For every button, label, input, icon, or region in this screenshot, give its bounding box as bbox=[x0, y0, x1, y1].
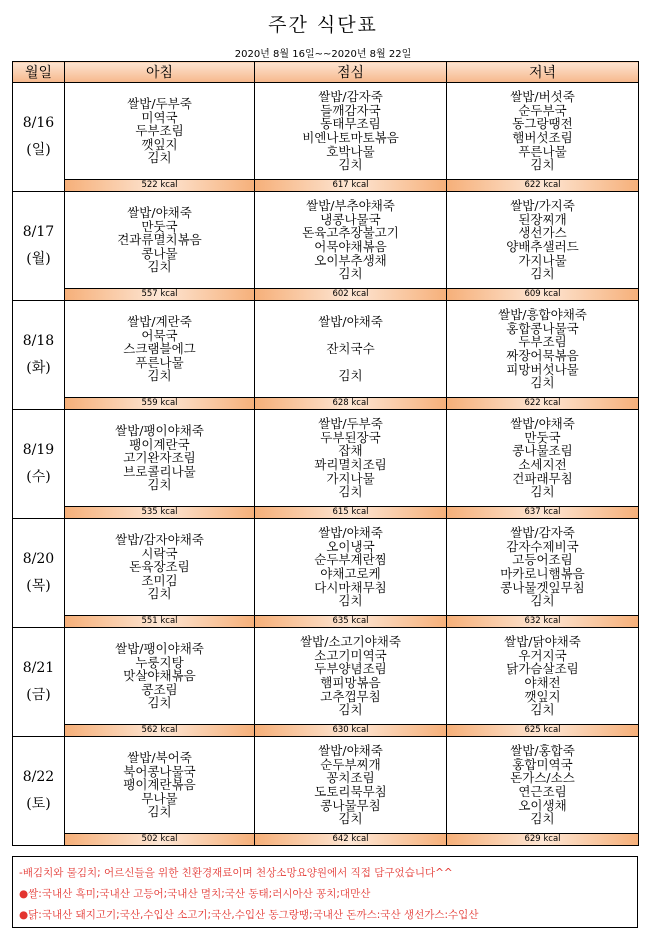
dish-item: 쌀밥/홍합죽 bbox=[510, 743, 575, 759]
kcal-value: 629 kcal bbox=[447, 834, 639, 846]
page-title: 주간 식단표 bbox=[268, 14, 378, 36]
kcal-value: 617 kcal bbox=[255, 180, 447, 192]
date-label: 8/17 bbox=[22, 224, 55, 241]
breakfast-cell bbox=[65, 410, 255, 507]
dish-item: 야채전 bbox=[524, 675, 561, 690]
dish-item: 소세지전 bbox=[518, 457, 567, 472]
breakfast-cell bbox=[65, 301, 255, 398]
dish-item: 쌀밥/흥합야채죽 bbox=[498, 307, 587, 323]
dish-item: 두부된장국 bbox=[320, 429, 381, 445]
date-label: 8/22 bbox=[22, 769, 55, 786]
dish-item: 쌀밥/야채죽 bbox=[127, 205, 192, 221]
dish-item: 김치 bbox=[147, 368, 172, 384]
dish-item: 김치 bbox=[338, 484, 363, 500]
dish-item: 쌀밥/감자죽 bbox=[318, 89, 383, 105]
lunch-cell bbox=[255, 83, 447, 180]
dish-item bbox=[255, 356, 446, 370]
weekly-menu-table bbox=[12, 61, 639, 846]
kcal-value: 522 kcal bbox=[65, 180, 255, 192]
day-row bbox=[13, 628, 639, 725]
dish-item: 김치 bbox=[338, 811, 363, 827]
day-cell bbox=[13, 192, 65, 301]
kcal-value: 632 kcal bbox=[447, 616, 639, 628]
notes-box bbox=[12, 856, 638, 928]
dish-item: 쌀밥/팽이야채죽 bbox=[115, 423, 204, 439]
dish-item: 시락국 bbox=[141, 545, 178, 561]
kcal-value: 637 kcal bbox=[447, 507, 639, 519]
dish-item: 돈육장조림 bbox=[129, 559, 190, 575]
weekday-label: (월) bbox=[26, 251, 51, 267]
dish-item: 고추껍무침 bbox=[320, 688, 381, 704]
dish-item: 콩나물 bbox=[141, 245, 178, 261]
dish-item: 푸른나물 bbox=[135, 354, 184, 370]
day-row bbox=[13, 737, 639, 834]
dish-item: 고기완자조림 bbox=[123, 450, 196, 466]
kcal-value: 622 kcal bbox=[447, 180, 639, 192]
note-line: ●닭:국내산 돼지고기;국산,수입산 소고기;국산,수입산 동그랑땡;국내산 돈까스:국산 생선가스:수입산 bbox=[19, 909, 479, 921]
dish-item: 쌀밥/계란죽 bbox=[127, 314, 192, 330]
day-row bbox=[13, 519, 639, 616]
kcal-row bbox=[13, 507, 639, 519]
dinner-cell bbox=[447, 83, 639, 180]
dish-item: 소고기미역국 bbox=[314, 647, 387, 663]
dish-item: 김치 bbox=[147, 804, 172, 820]
breakfast-cell bbox=[65, 628, 255, 725]
dish-item: 깻잎지 bbox=[141, 136, 178, 152]
dish-item: 쌀밥/감자야채죽 bbox=[115, 532, 204, 548]
day-cell bbox=[13, 628, 65, 737]
dish-item: 양배추샐러드 bbox=[506, 239, 579, 254]
dish-item: 쌀밥/부추야채죽 bbox=[306, 198, 395, 214]
breakfast-cell bbox=[65, 192, 255, 289]
dish-item: 김치 bbox=[338, 157, 363, 173]
dish-item: 푸른나물 bbox=[518, 143, 567, 159]
dish-item: 쌀밥/감자죽 bbox=[510, 525, 575, 541]
dish-item: 깻잎지 bbox=[524, 688, 561, 704]
lunch-cell bbox=[255, 192, 447, 289]
dish-item: 햄버섯조림 bbox=[512, 130, 573, 145]
day-row bbox=[13, 301, 639, 398]
dish-item: 순두부찌개 bbox=[320, 756, 381, 772]
dish-item: 김치 bbox=[530, 266, 555, 282]
kcal-row bbox=[13, 398, 639, 410]
dish-item: 도토리묵무침 bbox=[314, 784, 387, 799]
date-label: 8/16 bbox=[22, 115, 55, 132]
kcal-value: 557 kcal bbox=[65, 289, 255, 301]
dish-item: 동태무조림 bbox=[320, 116, 381, 132]
note-line: ●쌀:국내산 흑미;국내산 고등어;국내산 멸치;국산 동태;러시아산 꽁치;대만산 bbox=[19, 888, 371, 900]
kcal-value: 622 kcal bbox=[447, 398, 639, 410]
breakfast-cell bbox=[65, 83, 255, 180]
dish-item: 가지나물 bbox=[326, 470, 375, 486]
dish-item: 쌀밥/팽이야채죽 bbox=[115, 641, 204, 657]
dish-item: 돈가스/소스 bbox=[510, 770, 575, 786]
dish-item: 야채고로케 bbox=[320, 566, 381, 581]
weekday-label: (수) bbox=[26, 469, 51, 485]
dish-item: 쌀밥/북어죽 bbox=[127, 750, 192, 766]
dish-item: 꽁치조림 bbox=[326, 770, 375, 786]
kcal-value: 635 kcal bbox=[255, 616, 447, 628]
dish-item: 만둣국 bbox=[141, 218, 178, 234]
dish-item: 가지나물 bbox=[518, 252, 567, 268]
dish-item: 김치 bbox=[338, 702, 363, 718]
kcal-value: 502 kcal bbox=[65, 834, 255, 846]
day-cell bbox=[13, 301, 65, 410]
weekday-label: (일) bbox=[26, 142, 51, 158]
kcal-value: 562 kcal bbox=[65, 725, 255, 737]
dish-item: 어묵국 bbox=[141, 327, 178, 343]
dish-item: 다시마채무침 bbox=[314, 579, 387, 595]
dish-item: 홍합콩나물국 bbox=[506, 320, 579, 336]
dish-item: 김치 bbox=[530, 375, 555, 391]
dish-item: 돈육고추장불고기 bbox=[302, 225, 399, 241]
weekday-label: (화) bbox=[26, 360, 51, 376]
dish-item: 김치 bbox=[338, 368, 363, 384]
kcal-row bbox=[13, 180, 639, 192]
kcal-row bbox=[13, 289, 639, 301]
dish-item: 된장찌개 bbox=[518, 211, 567, 227]
dish-item: 연근조림 bbox=[518, 784, 567, 799]
dish-item: 순두부국 bbox=[518, 102, 567, 118]
lunch-cell bbox=[255, 410, 447, 507]
dish-item: 두부조림 bbox=[135, 123, 184, 139]
lunch-cell bbox=[255, 628, 447, 725]
dish-item: 들깨감자국 bbox=[320, 102, 381, 118]
day-cell bbox=[13, 737, 65, 846]
kcal-value: 642 kcal bbox=[255, 834, 447, 846]
dish-item: 김치 bbox=[338, 266, 363, 282]
dish-item: 오이냉국 bbox=[326, 538, 375, 554]
dish-item: 쌀밥/두부죽 bbox=[318, 416, 383, 432]
dish-item: 미역국 bbox=[141, 109, 178, 125]
dish-item: 쌀밥/야채죽 bbox=[318, 525, 383, 541]
kcal-row bbox=[13, 616, 639, 628]
dish-item: 쌀밥/두부죽 bbox=[127, 96, 192, 112]
header-breakfast: 아침 bbox=[65, 62, 255, 83]
kcal-value: 551 kcal bbox=[65, 616, 255, 628]
dish-item: 맛살야채볶음 bbox=[123, 668, 196, 684]
dish-item: 동그랑땡전 bbox=[512, 116, 573, 132]
dish-item: 쌀밥/야채죽 bbox=[510, 416, 575, 432]
kcal-row bbox=[13, 725, 639, 737]
lunch-cell bbox=[255, 737, 447, 834]
dish-item bbox=[255, 329, 446, 343]
kcal-value: 615 kcal bbox=[255, 507, 447, 519]
dish-item: 김치 bbox=[147, 150, 172, 166]
dish-item: 김치 bbox=[147, 695, 172, 711]
dish-item: 김치 bbox=[530, 484, 555, 500]
dish-item: 김치 bbox=[338, 593, 363, 609]
dish-item: 무나물 bbox=[141, 790, 178, 806]
kcal-value: 602 kcal bbox=[255, 289, 447, 301]
dish-item: 쌀밥/소고기야채죽 bbox=[300, 634, 401, 650]
dinner-cell bbox=[447, 628, 639, 725]
dish-item: 팽이계란볶음 bbox=[123, 777, 196, 793]
day-cell bbox=[13, 83, 65, 192]
dinner-cell bbox=[447, 301, 639, 398]
dish-item: 쌀밥/야채죽 bbox=[318, 743, 383, 759]
dish-item: 짜장어묵볶음 bbox=[506, 348, 579, 363]
dish-item: 쌀밥/가지죽 bbox=[510, 198, 575, 214]
dish-item: 견과류멸치볶음 bbox=[117, 232, 202, 248]
dish-item: 두부양념조림 bbox=[314, 661, 387, 677]
dish-item: 오이부추생채 bbox=[314, 252, 387, 268]
day-row bbox=[13, 410, 639, 507]
dinner-cell bbox=[447, 519, 639, 616]
dish-item: 김치 bbox=[147, 259, 172, 275]
lunch-cell bbox=[255, 301, 447, 398]
note-line: -배김치와 물김치; 어르신들을 위한 친환경재료이며 천상소망요양원에서 직접 담구었습니다^^ bbox=[19, 867, 453, 879]
dish-item: 누룽지탕 bbox=[135, 654, 184, 670]
date-label: 8/18 bbox=[22, 333, 55, 350]
dish-item: 닭가슴살조림 bbox=[506, 661, 579, 677]
dish-item: 김치 bbox=[530, 702, 555, 718]
dish-item: 홍합미역국 bbox=[512, 756, 573, 772]
date-label: 8/20 bbox=[22, 551, 55, 568]
kcal-value: 609 kcal bbox=[447, 289, 639, 301]
dish-item: 김치 bbox=[530, 811, 555, 827]
dish-item: 김치 bbox=[530, 157, 555, 173]
dish-item: 팽이계란국 bbox=[129, 436, 190, 452]
breakfast-cell bbox=[65, 519, 255, 616]
day-row bbox=[13, 83, 639, 180]
dish-item: 만둣국 bbox=[524, 429, 561, 445]
dish-item: 잡채 bbox=[338, 443, 363, 459]
dish-item: 김치 bbox=[530, 593, 555, 609]
kcal-value: 628 kcal bbox=[255, 398, 447, 410]
dish-item: 건파래무침 bbox=[512, 470, 573, 486]
dish-item: 고등어조림 bbox=[512, 552, 573, 568]
dish-item: 잔치국수 bbox=[326, 341, 375, 357]
dinner-cell bbox=[447, 737, 639, 834]
dish-item: 김치 bbox=[147, 477, 172, 493]
lunch-cell bbox=[255, 519, 447, 616]
dish-item: 콩나물무침 bbox=[320, 797, 381, 813]
dish-item: 쌀밥/야채죽 bbox=[318, 314, 383, 330]
dish-item: 김치 bbox=[147, 586, 172, 602]
date-label: 8/19 bbox=[22, 442, 55, 459]
breakfast-cell bbox=[65, 737, 255, 834]
dish-item: 콩조림 bbox=[141, 681, 178, 697]
dish-item: 순두부계란찜 bbox=[314, 552, 387, 568]
dish-item: 어묵야채볶음 bbox=[314, 239, 387, 254]
weekday-label: (금) bbox=[26, 687, 51, 703]
dish-item: 북어콩나물국 bbox=[123, 763, 196, 779]
dish-item: 콩나물조림 bbox=[512, 443, 573, 459]
dish-item: 비엔나토마토볶음 bbox=[302, 130, 399, 145]
kcal-value: 625 kcal bbox=[447, 725, 639, 737]
dish-item: 피망버섯나물 bbox=[506, 361, 579, 377]
dish-item: 우거지국 bbox=[518, 647, 567, 663]
day-cell bbox=[13, 519, 65, 628]
day-row bbox=[13, 192, 639, 289]
dish-item: 생선가스 bbox=[518, 225, 567, 241]
dinner-cell bbox=[447, 192, 639, 289]
dish-item: 브로콜리나물 bbox=[123, 463, 196, 479]
dish-item: 햄피망볶음 bbox=[320, 675, 381, 690]
dish-item: 쌀밥/버섯죽 bbox=[510, 89, 575, 105]
kcal-value: 535 kcal bbox=[65, 507, 255, 519]
dish-item: 조미김 bbox=[141, 572, 178, 588]
header-day: 월일 bbox=[13, 62, 65, 83]
dish-item: 냉콩나물국 bbox=[320, 211, 381, 227]
dinner-cell bbox=[447, 410, 639, 507]
dish-item: 감자수제비국 bbox=[506, 538, 579, 554]
date-label: 8/21 bbox=[22, 660, 55, 677]
dish-item: 두부조림 bbox=[518, 334, 567, 350]
weekday-label: (토) bbox=[26, 796, 51, 812]
dish-item: 스크램블에그 bbox=[123, 341, 196, 357]
weekday-label: (목) bbox=[26, 578, 51, 594]
dish-item: 콩나물겟잎무침 bbox=[500, 579, 585, 595]
dish-item: 오이생채 bbox=[518, 797, 567, 813]
header-dinner: 저녁 bbox=[447, 62, 639, 83]
kcal-row bbox=[13, 834, 639, 846]
kcal-value: 630 kcal bbox=[255, 725, 447, 737]
header-lunch: 점심 bbox=[255, 62, 447, 83]
dish-item: 꽈리멸치조림 bbox=[314, 457, 387, 472]
kcal-value: 559 kcal bbox=[65, 398, 255, 410]
dish-item: 마카로니햄볶음 bbox=[500, 566, 585, 581]
dish-item: 호박나물 bbox=[326, 143, 375, 159]
day-cell bbox=[13, 410, 65, 519]
date-range: 2020년 8월 16일~~2020년 8월 22일 bbox=[234, 49, 412, 60]
dish-item: 쌀밥/닭야채죽 bbox=[504, 634, 581, 650]
